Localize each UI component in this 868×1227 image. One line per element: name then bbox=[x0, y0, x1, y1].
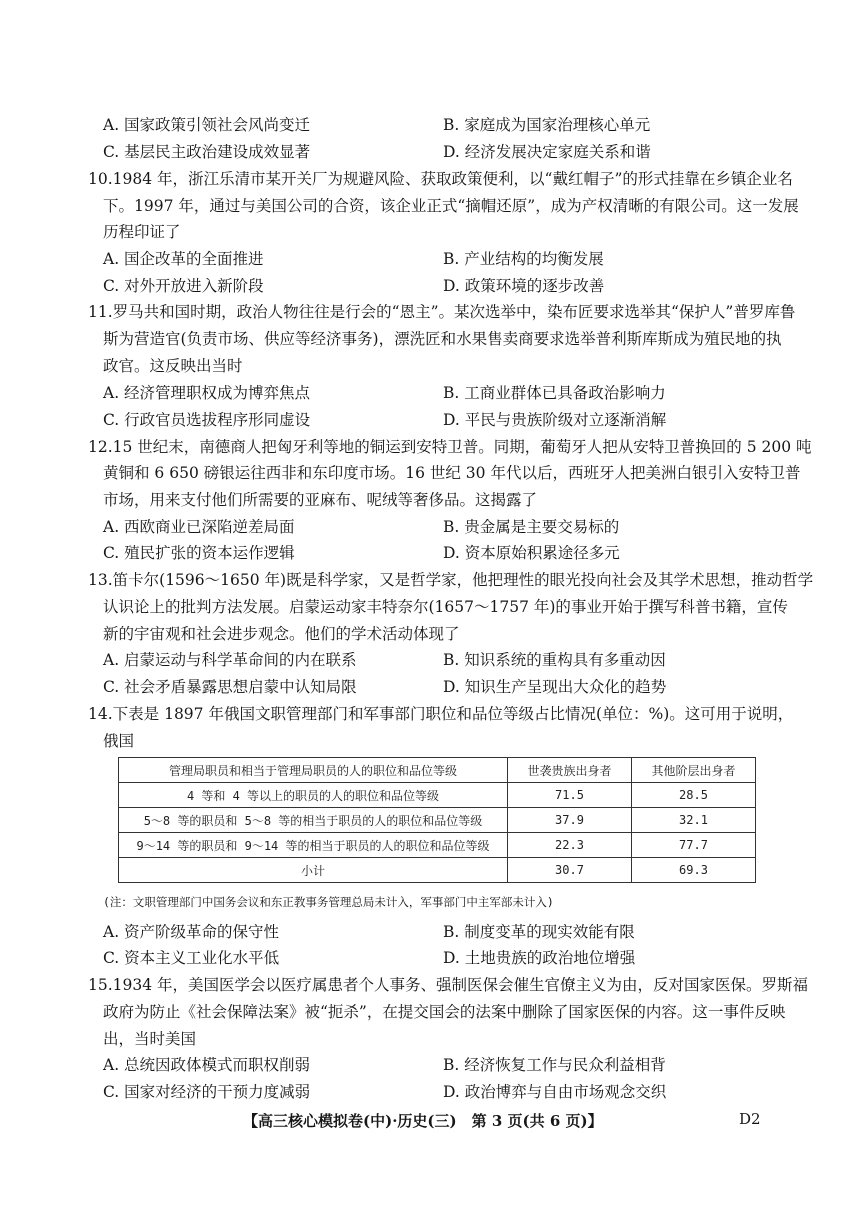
table-header-cell: 管理局职员和相当于管理局职员的人的职位和品位等级 bbox=[119, 758, 508, 783]
q10-option-a: A. 国企改革的全面推进 bbox=[103, 250, 264, 268]
q12-option-c: C. 殖民扩张的资本运作逻辑 bbox=[103, 544, 295, 562]
q9-option-d: D. 经济发展决定家庭关系和谐 bbox=[443, 143, 651, 161]
table-cell: 28.5 bbox=[632, 783, 756, 808]
table-cell: 71.5 bbox=[508, 783, 632, 808]
q14-data-table bbox=[118, 757, 756, 883]
table-cell: 77.7 bbox=[632, 833, 756, 858]
q14-option-b: B. 制度变革的现实效能有限 bbox=[443, 923, 635, 941]
table-cell: 32.1 bbox=[632, 808, 756, 833]
q13-stem-line-2: 认识论上的批判方法发展。启蒙运动家丰特奈尔(1657～1757 年)的事业开始于撰写科普书籍，宣传 bbox=[103, 598, 788, 616]
q11-stem-line-1: 11.罗马共和国时期，政治人物往往是行会的“恩主”。某次选举中，染布匠要求选举其“保护人”普罗库鲁 bbox=[88, 303, 796, 321]
q11-option-b: B. 工商业群体已具备政治影响力 bbox=[443, 384, 666, 402]
q15-option-a: A. 总统因政体模式而职权削弱 bbox=[103, 1056, 311, 1074]
table-header-cell: 世袭贵族出身者 bbox=[508, 758, 632, 783]
table-cell: 5～8 等的职员和 5～8 等的相当于职员的人的职位和品位等级 bbox=[119, 808, 508, 833]
q13-option-c: C. 社会矛盾暴露思想启蒙中认知局限 bbox=[103, 678, 357, 696]
table-cell: 9～14 等的职员和 9～14 等的相当于职员的人的职位和品位等级 bbox=[119, 833, 508, 858]
q11-stem-line-2: 斯为营造官(负责市场、供应等经济事务)，漂洗匠和水果售卖商要求选举普利斯库斯成为殖民地的执 bbox=[103, 330, 782, 348]
q12-stem-line-1: 12.15 世纪末，南德商人把匈牙利等地的铜运到安特卫普。同期，葡萄牙人把从安特卫普换回的 5 200 吨 bbox=[88, 438, 812, 456]
q14-option-d: D. 土地贵族的政治地位增强 bbox=[443, 949, 636, 967]
table-row bbox=[119, 808, 756, 833]
q9-option-c: C. 基层民主政治建设成效显著 bbox=[103, 143, 311, 161]
paper-code: D2 bbox=[739, 1110, 761, 1128]
q11-option-a: A. 经济管理职权成为博弈焦点 bbox=[103, 384, 311, 402]
q13-option-d: D. 知识生产呈现出大众化的趋势 bbox=[443, 678, 667, 696]
q14-stem-line-1: 14.下表是 1897 年俄国文职管理部门和军事部门职位和品位等级占比情况(单位：%)。这可用于说明， bbox=[88, 705, 794, 723]
q11-stem-line-3: 政官。这反映出当时 bbox=[103, 357, 243, 375]
q15-stem-line-1: 15.1934 年，美国医学会以医疗属患者个人事务、强制医保会催生官僚主义为由，反对国家医保。罗斯福 bbox=[88, 976, 809, 994]
q10-option-c: C. 对外开放进入新阶段 bbox=[103, 277, 264, 295]
q13-stem-line-3: 新的宇宙观和社会进步观念。他们的学术活动体现了 bbox=[103, 625, 460, 643]
table-cell: 小计 bbox=[119, 858, 508, 883]
q9-option-a: A. 国家政策引领社会风尚变迁 bbox=[103, 116, 311, 134]
table-row bbox=[119, 783, 756, 808]
q15-option-b: B. 经济恢复工作与民众利益相背 bbox=[443, 1056, 666, 1074]
table-cell: 22.3 bbox=[508, 833, 632, 858]
table-cell: 37.9 bbox=[508, 808, 632, 833]
q12-option-b: B. 贵金属是主要交易标的 bbox=[443, 518, 620, 536]
q13-option-a: A. 启蒙运动与科学革命间的内在联系 bbox=[103, 651, 357, 669]
q11-option-c: C. 行政官员选拔程序形同虚设 bbox=[103, 411, 311, 429]
table-cell: 4 等和 4 等以上的职员的人的职位和品位等级 bbox=[119, 783, 508, 808]
q14-option-c: C. 资本主义工业化水平低 bbox=[103, 949, 280, 967]
table-header-row bbox=[119, 758, 756, 783]
q12-option-d: D. 资本原始积累途径多元 bbox=[443, 544, 620, 562]
q10-option-b: B. 产业结构的均衡发展 bbox=[443, 250, 604, 268]
q12-stem-line-2: 黄铜和 6 650 磅银运往西非和东印度市场。16 世纪 30 年代以后，西班牙人把美洲白银引入安特卫普 bbox=[103, 464, 801, 482]
q9-option-b: B. 家庭成为国家治理核心单元 bbox=[443, 116, 651, 134]
q12-stem-line-3: 市场，用来支付他们所需要的亚麻布、呢绒等奢侈品。这揭露了 bbox=[103, 491, 538, 509]
q15-option-c: C. 国家对经济的干预力度减弱 bbox=[103, 1083, 311, 1101]
q11-option-d: D. 平民与贵族阶级对立逐渐消解 bbox=[443, 411, 667, 429]
q15-stem-line-3: 出，当时美国 bbox=[103, 1030, 197, 1048]
table-cell: 30.7 bbox=[508, 858, 632, 883]
q14-option-a: A. 资产阶级革命的保守性 bbox=[103, 923, 280, 941]
q10-stem-line-1: 10.1984 年，浙江乐清市某开关厂为规避风险、获取政策便利，以“戴红帽子”的形式挂靠在乡镇企业名 bbox=[88, 170, 793, 188]
q14-stem-line-2: 俄国 bbox=[103, 732, 135, 750]
q10-option-d: D. 政策环境的逐步改善 bbox=[443, 277, 605, 295]
table-row bbox=[119, 833, 756, 858]
table-cell: 69.3 bbox=[632, 858, 756, 883]
q10-stem-line-2: 下。1997 年，通过与美国公司的合资，该企业正式“摘帽还原”，成为产权清晰的有限公司。这一发展 bbox=[103, 197, 799, 215]
table-header-cell: 其他阶层出身者 bbox=[632, 758, 756, 783]
q15-stem-line-2: 政府为防止《社会保障法案》被“扼杀”，在提交国会的法案中删除了国家医保的内容。这一事件反映 bbox=[103, 1003, 786, 1021]
table-row bbox=[119, 858, 756, 883]
q12-option-a: A. 西欧商业已深陷逆差局面 bbox=[103, 518, 295, 536]
q10-stem-line-3: 历程印证了 bbox=[103, 223, 181, 241]
q13-option-b: B. 知识系统的重构具有多重动因 bbox=[443, 651, 666, 669]
page-footer: 【高三核心模拟卷(中)·历史(三) 第 3 页(共 6 页)】 bbox=[243, 1112, 603, 1130]
q13-stem-line-1: 13.笛卡尔(1596～1650 年)既是科学家，又是哲学家，他把理性的眼光投向社会及其学术思想，推动哲学 bbox=[88, 571, 814, 589]
q15-option-d: D. 政治博弈与自由市场观念交织 bbox=[443, 1083, 667, 1101]
q14-table-note: (注：文职管理部门中国务会议和东正教事务管理总局未计入，军事部门中主军部未计入) bbox=[103, 895, 554, 909]
